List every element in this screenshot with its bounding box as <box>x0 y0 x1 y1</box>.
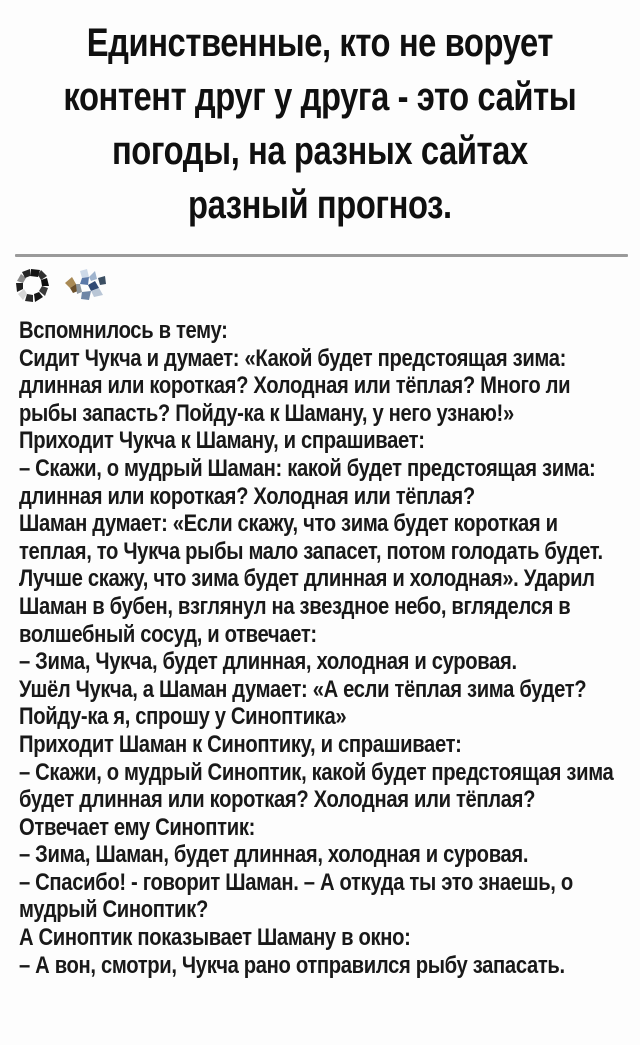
story-paragraph: Шаман думает: «Если скажу, что зима будет короткая и теплая, то Чукча рыбы мало запасет, потом голодать будет. Лучше скажу, что зима будет длинная и холодная». Ударил Шаман в бубен, взглянул на звездное небо, вгляделся в волшебный сосуд, и отвечает: <box>19 510 603 648</box>
story-paragraph: Приходит Шаман к Синоптику, и спрашивает: <box>19 730 462 758</box>
story-paragraph: – А вон, смотри, Чукча рано отправился рыбу запасать. <box>19 951 565 979</box>
headline-line: погоды, на разных сайтах <box>111 129 528 173</box>
story-paragraph: Ушёл Чукча, а Шаман думает: «А если тёплая зима будет? Пойду-ка я, спрошу у Синоптика» <box>19 675 587 731</box>
story-paragraph: – Скажи, о мудрый Синоптик, какой будет предстоящая зима будет длинная или короткая? Холодная или тёплая? <box>19 758 614 814</box>
story-body <box>19 317 630 979</box>
story-paragraph: Сидит Чукча и думает: «Какой будет предстоящая зима: длинная или короткая? Холодная или тёплая? Много ли рыбы запасть? Пойду-ка к Шаману, у него узнаю!» <box>19 344 571 427</box>
story-paragraph: – Скажи, о мудрый Шаман: какой будет предстоящая зима: длинная или короткая? Холодная или тёплая? <box>19 454 596 510</box>
story-paragraph: Приходит Чукча к Шаману, и спрашивает: <box>19 427 425 455</box>
headline-line: контент друг у друга - это сайты <box>63 75 577 119</box>
story-paragraph: Отвечает ему Синоптик: <box>19 813 255 841</box>
headline-line: Единственные, кто не ворует <box>86 21 553 65</box>
story-paragraph: – Спасибо! - говорит Шаман. – А откуда ты это знаешь, о мудрый Синоптик? <box>19 868 573 924</box>
ice-shards-cluster-icon <box>63 267 109 305</box>
story-paragraph: Вспомнилось в тему: <box>19 317 228 344</box>
story-paragraph: А Синоптик показывает Шаману в окно: <box>19 924 411 952</box>
divider-line <box>15 254 628 257</box>
headline <box>0 0 640 232</box>
icons-row <box>14 266 640 306</box>
story-paragraph: – Зима, Шаман, будет длинная, холодная и суровая. <box>19 841 529 869</box>
story-paragraph: – Зима, Чукча, будет длинная, холодная и суровая. <box>19 648 517 676</box>
shattered-black-ring-icon <box>14 266 52 306</box>
headline-line: разный прогноз. <box>187 183 452 227</box>
